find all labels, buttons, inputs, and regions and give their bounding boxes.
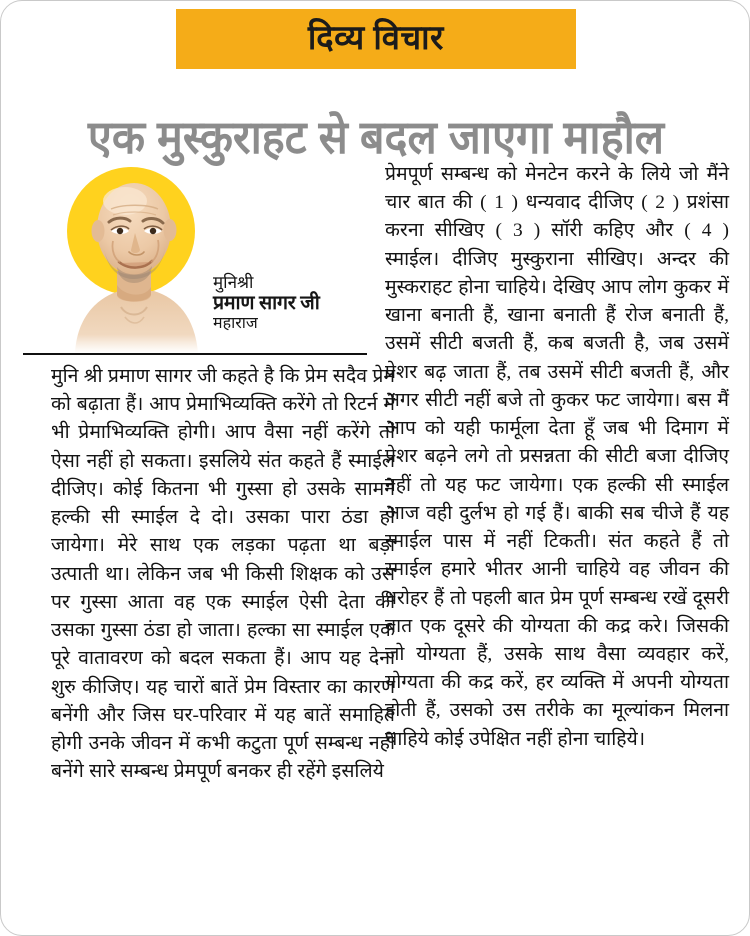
masthead-title: दिव्य विचार xyxy=(307,20,445,57)
portrait-block xyxy=(23,161,367,353)
caption-divider-rule xyxy=(23,353,367,355)
article-text-left: मुनि श्री प्रमाण सागर जी कहते है कि प्रेम सदैव प्रेम को बढ़ाता हैं। आप प्रेमाभिव्यक्ति करेंगे तो रिटर्न में भी प्रेमाभिव्यक्ति होगी। आप वैसा नहीं करेंगे तो ऐसा नहीं हो सकता। इसलिये संत कहते हैं स्माईल दीजिए। कोई कितना भी गुस्सा हो उसके सामने हल्की सी स्माईल दे दो। उसका पारा ठंडा हो जायेगा। मेरे साथ एक लड़का पढ़ता था बड़ा उत्पाती था। लेकिन जब भी किसी शिक्षक को उस पर गुस्सा आता वह एक स्माईल ऐसी देता की उसका गुस्सा ठंडा हो जाता। हल्का सा स्माईल एक पूरे वातावरण को बदल सकता हैं। आप यह देना शुरु कीजिए। यह चारों बातें प्रेम विस्तार का कारण बनेंगी और जिस घर-परिवार में यह बातें समाहित होगी उनके जीवन में कभी कटुता पूर्ण सम्बन्ध नहीं बनेंगे सारे सम्बन्ध प्रेमपूर्ण बनकर ही रहेंगे इसलिये xyxy=(51,366,395,783)
column-right xyxy=(385,161,729,917)
portrait-caption xyxy=(213,273,363,334)
masthead-banner-wrap xyxy=(1,9,750,69)
caption-name: प्रमाण सागर जी xyxy=(213,292,320,314)
article-body xyxy=(23,161,729,917)
column-left xyxy=(23,161,395,917)
article-text-right: प्रेमपूर्ण सम्बन्ध को मेनटेन करने के लिये जो मैंने चार बात की ( 1 ) धन्यवाद दीजिए ( 2 ) प्रशंसा करना सीखिए ( 3 ) सॉरी कहिए और ( 4 ) स्माईल। दीजिए मुस्कुराना सीखिए। अन्दर की मुस्कराहट होना चाहिये। देखिए आप लोग कुकर में खाना बनाती हैं, खाना बनाती हैं रोज बनाती हैं, उसमें सीटी बजती हैं, कब बजती है, जब उसमें प्रेशर बढ़ जाता हैं, तब उसमें सीटी बजती हैं, और अगर सीटी नहीं बजे तो कुकर फट जायेगा। बस मैं आप को यही फार्मूला देता हूँ जब भी दिमाग में प्रेशर बढ़ने लगे तो प्रसन्नता की सीटी बजा दीजिए नहीं तो यह फट जायेगा। एक हल्की सी स्माईल आज वही दुर्लभ हो गई हैं। बाकी सब चीजे हैं यह स्माईल पास में नहीं टिकती। संत कहते हैं तो स्माईल हमारे भीतर आनी चाहिये वह जीवन की धरोहर हैं तो पहली बात प्रेम पूर्ण सम्बन्ध रखें दूसरी बात एक दूसरे की योग्यता की कद्र करे। जिसकी जो योग्यता हैं, उसके साथ वैसा व्यवहार करें, योग्यता की कद्र करें, हर व्यक्ति में अपनी योग्यता होती हैं, उसको उस तरीके का मूल्यांकन मिलना चाहिये कोई उपेक्षित नहीं होना चाहिये। xyxy=(385,164,729,750)
masthead-banner xyxy=(176,9,576,69)
article-headline: एक मुस्कुराहट से बदल जाएगा माहौल xyxy=(87,110,665,163)
monk-portrait-illustration xyxy=(59,167,205,353)
caption-title: महाराज xyxy=(213,315,258,333)
portrait-figure xyxy=(59,167,205,353)
caption-honorific: मुनिश्री xyxy=(213,273,254,292)
